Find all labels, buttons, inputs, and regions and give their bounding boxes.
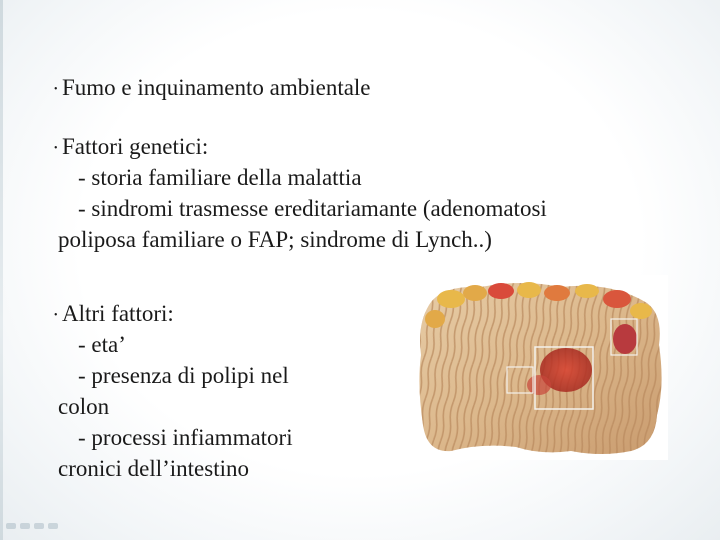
nav-pen-icon[interactable] bbox=[20, 523, 30, 529]
slide-navigation-controls[interactable] bbox=[6, 523, 58, 533]
bullet-marker: • bbox=[54, 143, 58, 154]
bullet-subline: - processi infiammatori bbox=[78, 425, 293, 450]
bullet-subline: poliposa familiare o FAP; sindrome di Lynch..) bbox=[58, 227, 492, 252]
bullet-title: Fattori genetici: bbox=[62, 134, 209, 159]
nav-prev-icon[interactable] bbox=[6, 523, 16, 529]
nav-menu-icon[interactable] bbox=[34, 523, 44, 529]
bullet-marker: • bbox=[54, 84, 58, 95]
bullet-item-smoking bbox=[54, 72, 371, 103]
polyp bbox=[613, 324, 637, 354]
bullet-title: Altri fattori: bbox=[62, 301, 174, 326]
bullet-subline: - storia familiare della malattia bbox=[78, 165, 362, 190]
bullet-title: Fumo e inquinamento ambientale bbox=[62, 75, 371, 100]
bullet-item-genetic bbox=[54, 131, 547, 255]
colon-specimen-photo bbox=[411, 275, 668, 460]
bullet-subline: colon bbox=[58, 394, 110, 419]
bullet-subline: - eta’ bbox=[78, 332, 126, 357]
slide-edge-decoration bbox=[0, 0, 3, 540]
polyp bbox=[527, 375, 551, 395]
bullet-item-other bbox=[54, 298, 293, 484]
bullet-subline: - presenza di polipi nel bbox=[78, 363, 289, 388]
nav-next-icon[interactable] bbox=[48, 523, 58, 529]
bullet-subline: - sindromi trasmesse ereditariamante (adenomatosi bbox=[78, 196, 547, 221]
bullet-marker: • bbox=[54, 310, 58, 321]
bullet-subline: cronici dell’intestino bbox=[58, 456, 249, 481]
